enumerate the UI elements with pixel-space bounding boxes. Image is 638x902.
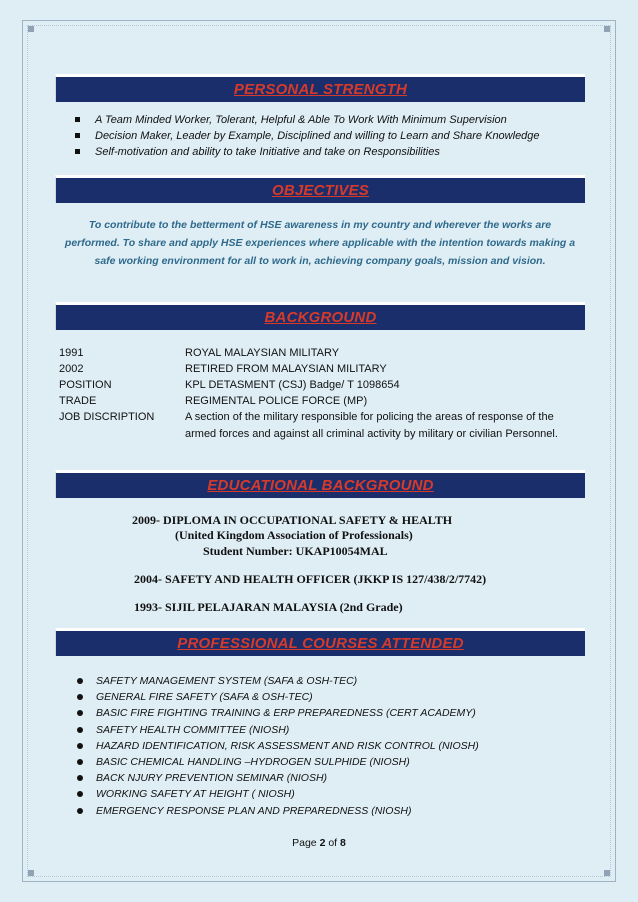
list-item: BACK NJURY PREVENTION SEMINAR (NIOSH): [75, 770, 479, 786]
round-bullet-icon: [77, 759, 83, 765]
row-value: RETIRED FROM MALAYSIAN MILITARY: [185, 363, 387, 375]
row-value: KPL DETASMENT (CSJ) Badge/ T 1098654: [185, 379, 400, 391]
table-row: [59, 345, 584, 361]
list-item: A Team Minded Worker, Tolerant, Helpful & Able To Work With Minimum Supervision: [75, 112, 540, 128]
student-number: Student Number: UKAP10054MAL: [203, 544, 388, 558]
round-bullet-icon: [77, 678, 83, 684]
table-row: [59, 361, 584, 377]
table-row: [59, 393, 584, 409]
diploma-entry: 2009- DIPLOMA IN OCCUPATIONAL SAFETY & HEALTH: [132, 513, 453, 527]
diploma-institution: (United Kingdom Association of Professionals): [175, 528, 413, 542]
background-table: [59, 345, 584, 443]
row-value: REGIMENTAL POLICE FORCE (MP): [185, 395, 368, 407]
total-pages: 8: [340, 837, 346, 849]
row-label: JOB DISCRIPTION: [59, 411, 155, 423]
round-bullet-icon: [77, 791, 83, 797]
spm-entry: 1993- SIJIL PELAJARAN MALAYSIA (2nd Grade): [134, 600, 403, 614]
round-bullet-icon: [77, 743, 83, 749]
list-item: EMERGENCY RESPONSE PLAN AND PREPAREDNESS (NIOSH): [75, 803, 479, 819]
personal-strength-list: [75, 112, 540, 160]
list-item: Decision Maker, Leader by Example, Disciplined and willing to Learn and Share Knowledge: [75, 128, 540, 144]
table-row: [59, 377, 584, 393]
footer-page-word: Page: [292, 837, 317, 849]
square-bullet-icon: [75, 133, 80, 138]
round-bullet-icon: [77, 710, 83, 716]
row-value: ROYAL MALAYSIAN MILITARY: [185, 347, 340, 359]
row-label: 1991: [59, 347, 84, 359]
square-bullet-icon: [75, 149, 80, 154]
row-label: TRADE: [59, 395, 97, 407]
round-bullet-icon: [77, 694, 83, 700]
objectives-text: To contribute to the betterment of HSE awareness in my country and wherever the works are performed. To share and apply HSE experiences where applicable with the intention towards making a safe working environment for all to work in, achieving company goals, mission and vision.: [64, 219, 576, 267]
objectives-heading: OBJECTIVES: [55, 175, 585, 203]
footer-of-word: of: [328, 837, 338, 849]
square-bullet-icon: [75, 117, 80, 122]
list-item: SAFETY MANAGEMENT SYSTEM (SAFA & OSH-TEC): [75, 673, 479, 689]
list-item: WORKING SAFETY AT HEIGHT ( NIOSH): [75, 786, 479, 802]
courses-list: [75, 673, 479, 819]
list-item: Self-motivation and ability to take Initiative and take on Responsibilities: [75, 144, 540, 160]
personal-strength-heading: PERSONAL STRENGTH: [55, 74, 585, 102]
row-value: A section of the military responsible for policing the areas of response of the armed forces and against all criminal activity by military or civilian Personnel.: [185, 411, 558, 440]
list-item: GENERAL FIRE SAFETY (SAFA & OSH-TEC): [75, 689, 479, 705]
list-item: BASIC FIRE FIGHTING TRAINING & ERP PREPAREDNESS (CERT ACADEMY): [75, 705, 479, 721]
courses-heading: PROFESSIONAL COURSES ATTENDED: [55, 628, 585, 656]
row-label: POSITION: [59, 379, 112, 391]
row-label: 2002: [59, 363, 84, 375]
officer-entry: 2004- SAFETY AND HEALTH OFFICER (JKKP IS 127/438/2/7742): [134, 572, 487, 586]
round-bullet-icon: [77, 727, 83, 733]
round-bullet-icon: [77, 808, 83, 814]
list-item: HAZARD IDENTIFICATION, RISK ASSESSMENT AND RISK CONTROL (NIOSH): [75, 738, 479, 754]
list-item: BASIC CHEMICAL HANDLING –HYDROGEN SULPHIDE (NIOSH): [75, 754, 479, 770]
page-number: 2: [319, 837, 326, 849]
round-bullet-icon: [77, 775, 83, 781]
list-item: SAFETY HEALTH COMMITTEE (NIOSH): [75, 722, 479, 738]
education-heading: EDUCATIONAL BACKGROUND: [55, 470, 585, 498]
page-footer: [0, 837, 638, 849]
background-heading: BACKGROUND: [55, 302, 585, 330]
table-row: [59, 409, 584, 443]
